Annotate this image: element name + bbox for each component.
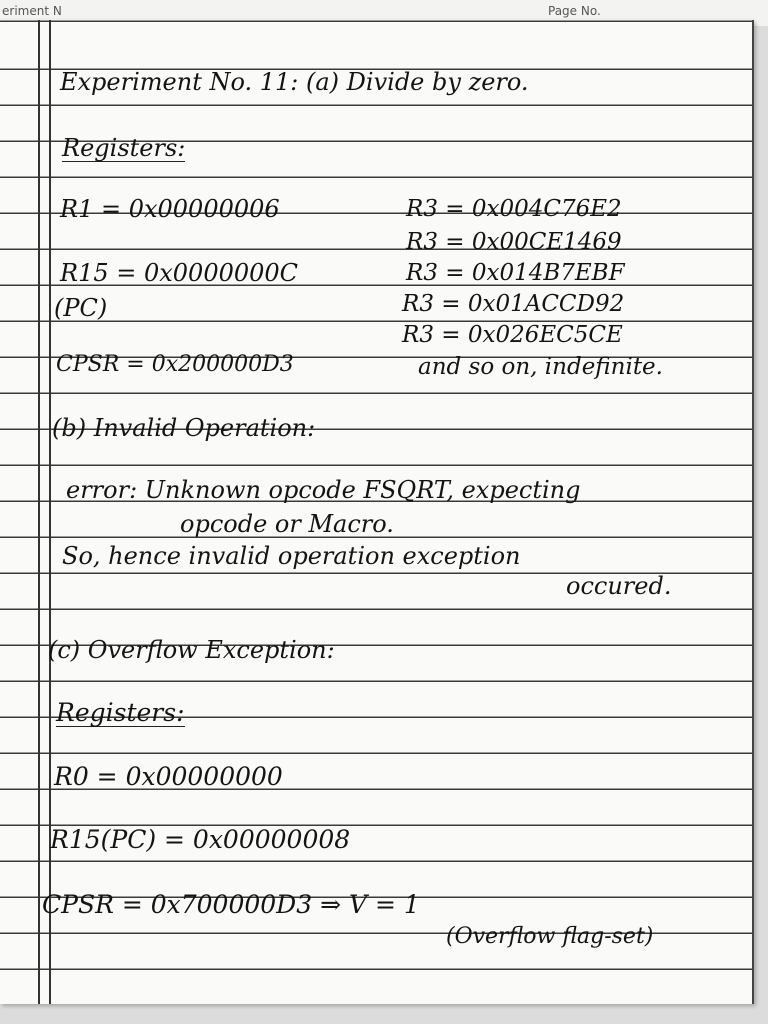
register-cpsr-a: CPSR = 0x200000D3 xyxy=(56,352,294,377)
r3-value: R3 = 0x01ACCD92 xyxy=(402,291,625,317)
invalid-operation-heading: (b) Invalid Operation: xyxy=(52,414,316,442)
overflow-flag-note: (Overflow flag-set) xyxy=(446,924,654,949)
register-pc-label: (PC) xyxy=(54,294,108,322)
register-cpsr-c: CPSR = 0x700000D3 ⇒ V = 1 xyxy=(42,890,420,919)
r3-value: R3 = 0x026EC5CE xyxy=(402,322,623,348)
register-r0: R0 = 0x00000000 xyxy=(54,762,283,791)
header-left-label: eriment N xyxy=(2,4,62,18)
registers-heading-a: Registers: xyxy=(62,134,186,162)
r3-value: R3 = 0x00CE1469 xyxy=(406,229,622,255)
hence-line2: occured. xyxy=(566,572,672,600)
r3-value: R3 = 0x004C76E2 xyxy=(406,196,622,222)
register-r1: R1 = 0x00000006 xyxy=(60,195,280,223)
hence-line1: So, hence invalid operation exception xyxy=(62,542,521,570)
experiment-title: Experiment No. 11: (a) Divide by zero. xyxy=(60,68,529,96)
margin-line-inner xyxy=(49,20,51,1004)
error-message-line2: opcode or Macro. xyxy=(180,510,394,538)
r3-value: R3 = 0x014B7EBF xyxy=(406,260,625,286)
margin-line-outer xyxy=(38,20,40,1004)
registers-heading-c: Registers: xyxy=(56,698,185,727)
error-message-line1: error: Unknown opcode FSQRT, expecting xyxy=(66,476,581,504)
r3-note: and so on, indefinite. xyxy=(418,354,663,380)
register-r15-pc: R15(PC) = 0x00000008 xyxy=(50,825,351,854)
register-r15: R15 = 0x0000000C xyxy=(60,259,299,287)
header-right-label: Page No. xyxy=(548,4,601,18)
overflow-exception-heading: (c) Overflow Exception: xyxy=(48,636,335,664)
